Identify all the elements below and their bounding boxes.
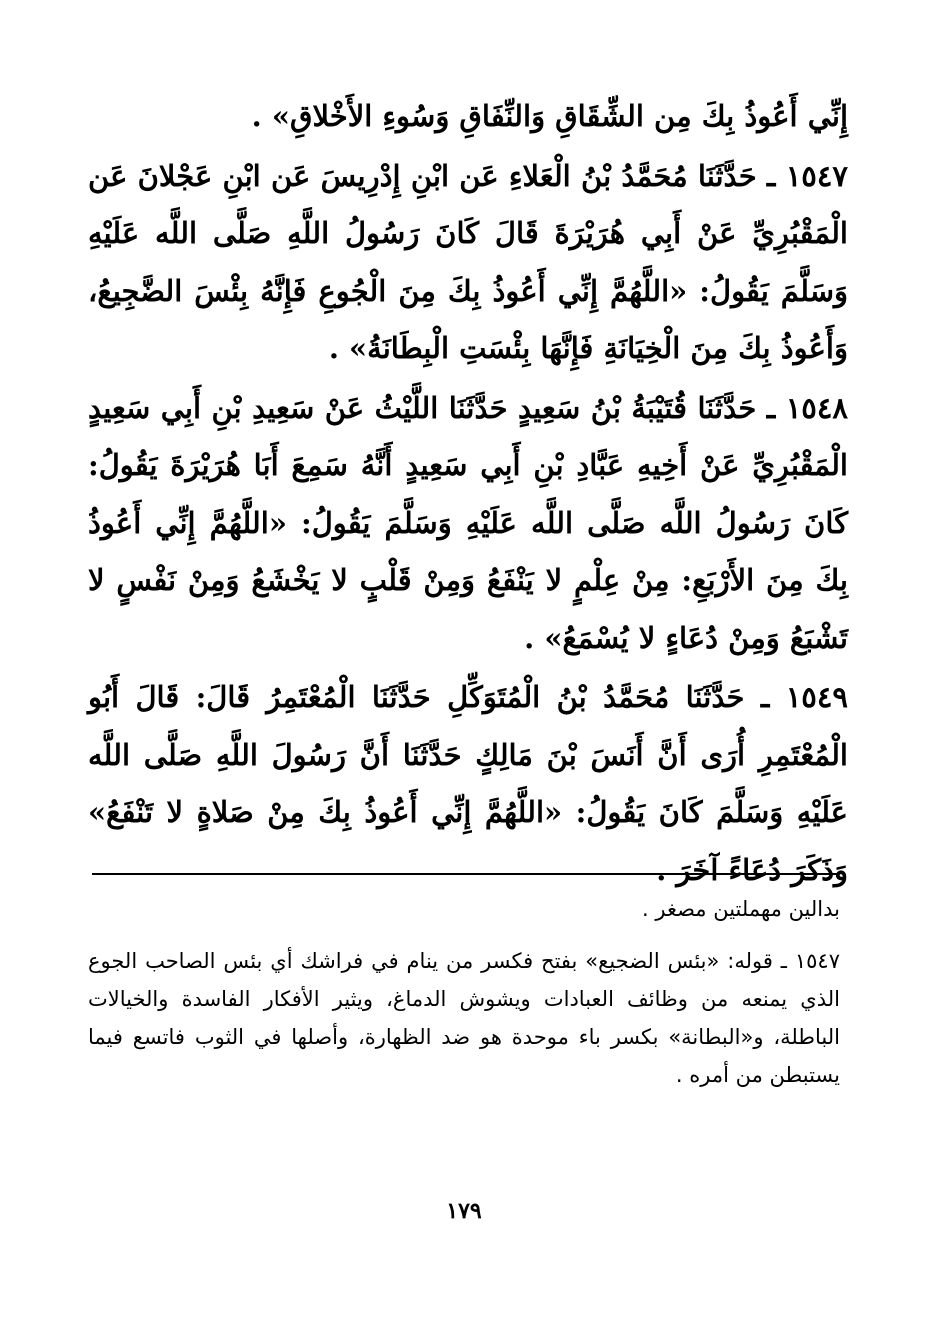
hadith-1549 <box>88 669 848 899</box>
footnotes-block <box>88 890 840 1094</box>
paragraph-text: ـ حَدَّثَنَا مُحَمَّدُ بْنُ الْمُتَوَكِّلِ حَدَّثَنَا الْمُعْتَمِرُ قَالَ: قَالَ أَبُو الْمُعْتَمِرِ أُرَى أَنَّ أَنَسَ بْنَ مَالِكٍ حَدَّثَنَا أَنَّ رَسُولَ اللَّهِ صَلَّى اللَّه عَلَيْهِ وَسَلَّمَ كَانَ يَقُولُ: «اللَّهُمَّ إِنِّي أَعُوذُ بِكَ مِنْ صَلاةٍ لا تَنْفَعُ» وَذَكَرَ دُعَاءً آخَرَ . <box>88 680 848 887</box>
footnote: ١٥٤٧ ـ قوله: «بئس الضجيع» بفتح فكسر من ينام في فراشك أي بئس الصاحب الجوع الذي يمنعه من وظائف العبادات ويشوش الدماغ، ويثير الأفكار الفاسدة والخيالات الباطلة، و«البطانة» بكسر باء موحدة هو ضد الظهارة، وأصلها في الثوب فاتسع فيما يستبطن من أمره . <box>88 949 840 1087</box>
hadith-number: ١٥٤٧ <box>785 158 848 193</box>
hadith-text-block <box>88 88 848 899</box>
hadith-continuation <box>88 88 848 146</box>
page-number: ١٧٩ <box>446 1198 482 1224</box>
paragraph-text: ـ حَدَّثَنَا قُتَيْبَةُ بْنُ سَعِيدٍ حَدَّثَنَا اللَّيْثُ عَنْ سَعِيدِ بْنِ أَبِي سَعِيدٍ الْمَقْبُرِيِّ عَنْ أَخِيهِ عَبَّادِ بْنِ أَبِي سَعِيدٍ أَنَّهُ سَمِعَ أَبَا هُرَيْرَةَ يَقُولُ: كَانَ رَسُولُ اللَّه صَلَّى اللَّه عَلَيْهِ وَسَلَّمَ يَقُولُ: «اللَّهُمَّ إِنِّي أَعُوذُ بِكَ مِنَ الأَرْبَعِ: مِنْ عِلْمٍ لا يَنْفَعُ وَمِنْ قَلْبٍ لا يَخْشَعُ وَمِنْ نَفْسٍ لا تَشْبَعُ وَمِنْ دُعَاءٍ لا يُسْمَعُ» . <box>88 390 848 655</box>
paragraph-text: إِنِّي أَعُوذُ بِكَ مِن الشِّقَاقِ وَالنِّفَاقِ وَسُوءِ الأَخْلاقِ» . <box>251 99 848 133</box>
paragraph-text: ـ حَدَّثَنَا مُحَمَّدُ بْنُ الْعَلاءِ عَن ابْنِ إِدْرِيسَ عَن ابْنِ عَجْلانَ عَن الْمَقْبُرِيِّ عَنْ أَبِي هُرَيْرَةَ قَالَ كَانَ رَسُولُ اللَّهِ صَلَّى اللَّه عَلَيْهِ وَسَلَّمَ يَقُولُ: «اللَّهُمَّ إِنِّي أَعُوذُ بِكَ مِنَ الْجُوعِ فَإِنَّهُ بِئْسَ الضَّجِيعُ، وَأَعُوذُ بِكَ مِنَ الْخِيَانَةِ فَإِنَّهَا بِئْسَتِ الْبِطَانَةُ» . <box>88 158 848 365</box>
footnote-divider <box>92 873 837 875</box>
hadith-1547 <box>88 148 848 378</box>
footnote: بدالين مهملتين مصغر . <box>642 897 840 921</box>
hadith-1548 <box>88 380 848 668</box>
hadith-number: ١٥٤٨ <box>785 390 848 425</box>
hadith-number: ١٥٤٩ <box>785 680 848 714</box>
